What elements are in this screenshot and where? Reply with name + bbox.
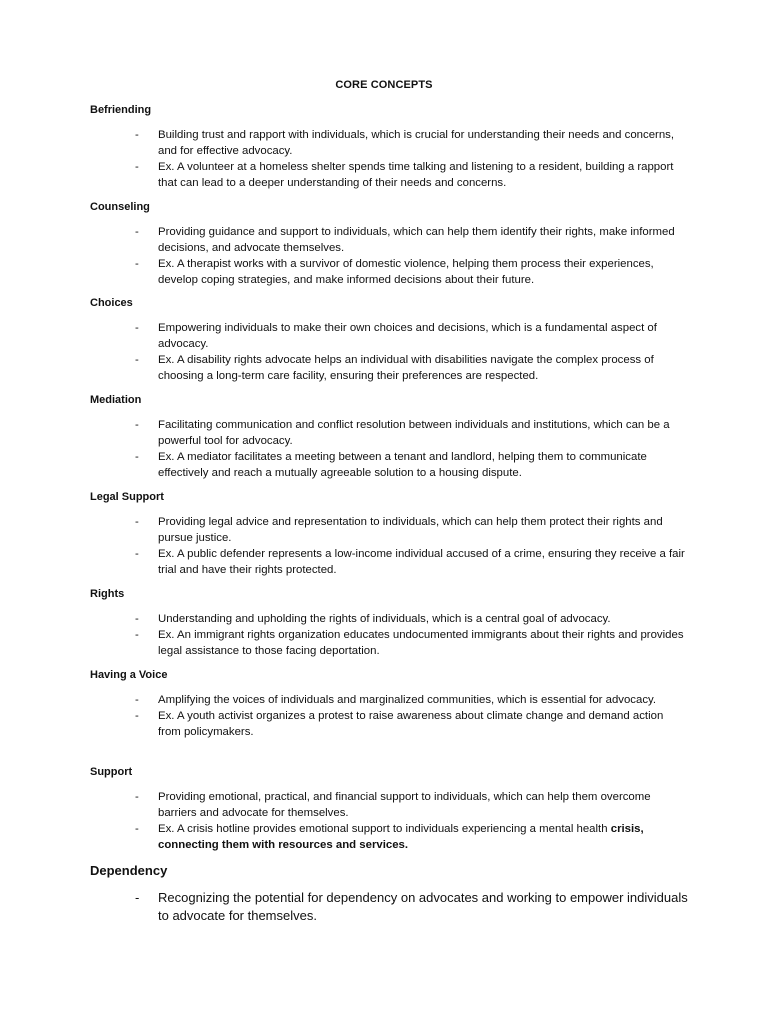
- list-item: [90, 692, 688, 708]
- dash-bullet-icon: -: [135, 419, 139, 431]
- dash-bullet-icon: -: [135, 161, 139, 173]
- section-heading: Counseling: [90, 201, 150, 213]
- list-item: [90, 127, 688, 159]
- bullet-list: [90, 611, 690, 659]
- bullet-text: Understanding and upholding the rights of individuals, which is a central goal of advocacy.: [158, 613, 611, 625]
- list-item: [90, 789, 688, 821]
- bullet-list: [90, 789, 690, 853]
- bullet-text: Amplifying the voices of individuals and marginalized communities, which is essential for advocacy.: [158, 694, 657, 706]
- list-item: [90, 627, 688, 659]
- bullet-list: [90, 417, 690, 481]
- bullet-list: [90, 692, 690, 740]
- list-item: [90, 514, 688, 546]
- section-counseling: [90, 200, 690, 288]
- dash-bullet-icon: -: [135, 451, 139, 463]
- bullet-text: Ex. A youth activist organizes a protest to raise awareness about climate change and demand action from policymakers.: [158, 710, 664, 738]
- section-legal-support: [90, 490, 690, 578]
- dash-bullet-icon: -: [135, 354, 139, 366]
- bullet-text: Ex. A therapist works with a survivor of domestic violence, helping them process their experiences, develop coping strategies, and make informed decisions about their future.: [158, 258, 654, 286]
- dash-bullet-icon: -: [135, 322, 139, 334]
- section-heading: Rights: [90, 588, 125, 600]
- dash-bullet-icon: -: [135, 791, 139, 803]
- dash-bullet-icon: -: [135, 129, 139, 141]
- bullet-text: Providing guidance and support to individuals, which can help them identify their rights, make informed decisions, and advocate themselves.: [158, 226, 675, 254]
- section-befriending: [90, 103, 690, 191]
- section-support: [90, 765, 690, 853]
- dash-bullet-icon: -: [135, 823, 139, 835]
- list-item: [90, 546, 688, 578]
- bullet-list: [90, 514, 690, 578]
- dash-bullet-icon: -: [135, 516, 139, 528]
- list-item: [90, 889, 688, 925]
- bullet-text: Facilitating communication and conflict resolution between individuals and institutions, which can be a powerful tool for advocacy.: [158, 419, 670, 447]
- dash-bullet-icon: -: [135, 613, 139, 625]
- dash-bullet-icon: -: [135, 258, 139, 270]
- dash-bullet-icon: -: [135, 694, 139, 706]
- bullet-text-bold: crisis, connecting them with resources and services.: [158, 823, 644, 851]
- bullet-text: Ex. An immigrant rights organization educates undocumented immigrants about their rights and provides legal assistance to those facing deportation.: [158, 629, 684, 657]
- section-heading: Dependency: [90, 863, 168, 878]
- section-dependency: [90, 863, 690, 925]
- bullet-text: Ex. A public defender represents a low-income individual accused of a crime, ensuring they receive a fair trial and have their rights protected.: [158, 548, 685, 576]
- bullet-text: Building trust and rapport with individuals, which is crucial for understanding their needs and concerns, and for effective advocacy.: [158, 129, 675, 157]
- bullet-list: [90, 320, 690, 384]
- list-item: [90, 224, 688, 256]
- section-heading: Legal Support: [90, 491, 164, 503]
- bullet-list: [90, 889, 690, 925]
- list-item: [90, 352, 688, 384]
- section-heading: Befriending: [90, 104, 152, 116]
- dash-bullet-icon: -: [135, 548, 139, 560]
- bullet-text: Ex. A disability rights advocate helps an individual with disabilities navigate the complex process of choosing a long-term care facility, ensuring their preferences are respected.: [158, 354, 654, 382]
- section-heading: Mediation: [90, 394, 142, 406]
- bullet-text: Ex. A mediator facilitates a meeting between a tenant and landlord, helping them to communicate effectively and reach a mutually agreeable solution to a housing dispute.: [158, 451, 647, 479]
- list-item: [90, 821, 688, 853]
- section-heading: Having a Voice: [90, 669, 168, 681]
- bullet-text: Ex. A crisis hotline provides emotional support to individuals experiencing a mental health: [158, 823, 608, 835]
- dash-bullet-icon: -: [135, 890, 140, 905]
- section-rights: [90, 587, 690, 659]
- bullet-text: Ex. A volunteer at a homeless shelter spends time talking and listening to a resident, building a rapport that can lead to a deeper understanding of their needs and concerns.: [158, 161, 674, 189]
- list-item: [90, 417, 688, 449]
- section-choices: [90, 296, 690, 384]
- list-item: [90, 159, 688, 191]
- bullet-text: Providing legal advice and representation to individuals, which can help them protect their rights and pursue justice.: [158, 516, 663, 544]
- bullet-text: Empowering individuals to make their own choices and decisions, which is a fundamental aspect of advocacy.: [158, 322, 657, 350]
- section-having-a-voice: [90, 668, 690, 740]
- dash-bullet-icon: -: [135, 629, 139, 641]
- dash-bullet-icon: -: [135, 226, 139, 238]
- bullet-text: Recognizing the potential for dependency on advocates and working to empower individuals to advocate for themselves.: [158, 890, 688, 923]
- bullet-list: [90, 224, 690, 288]
- list-item: [90, 320, 688, 352]
- list-item: [90, 708, 688, 740]
- section-heading: Support: [90, 766, 133, 778]
- list-item: [90, 449, 688, 481]
- bullet-text: Providing emotional, practical, and financial support to individuals, which can help them overcome barriers and advocate for themselves.: [158, 791, 651, 819]
- section-heading: Choices: [90, 297, 133, 309]
- document-title: CORE CONCEPTS: [335, 79, 433, 91]
- dash-bullet-icon: -: [135, 710, 139, 722]
- list-item: [90, 611, 688, 627]
- section-mediation: [90, 393, 690, 481]
- bullet-list: [90, 127, 690, 191]
- list-item: [90, 256, 688, 288]
